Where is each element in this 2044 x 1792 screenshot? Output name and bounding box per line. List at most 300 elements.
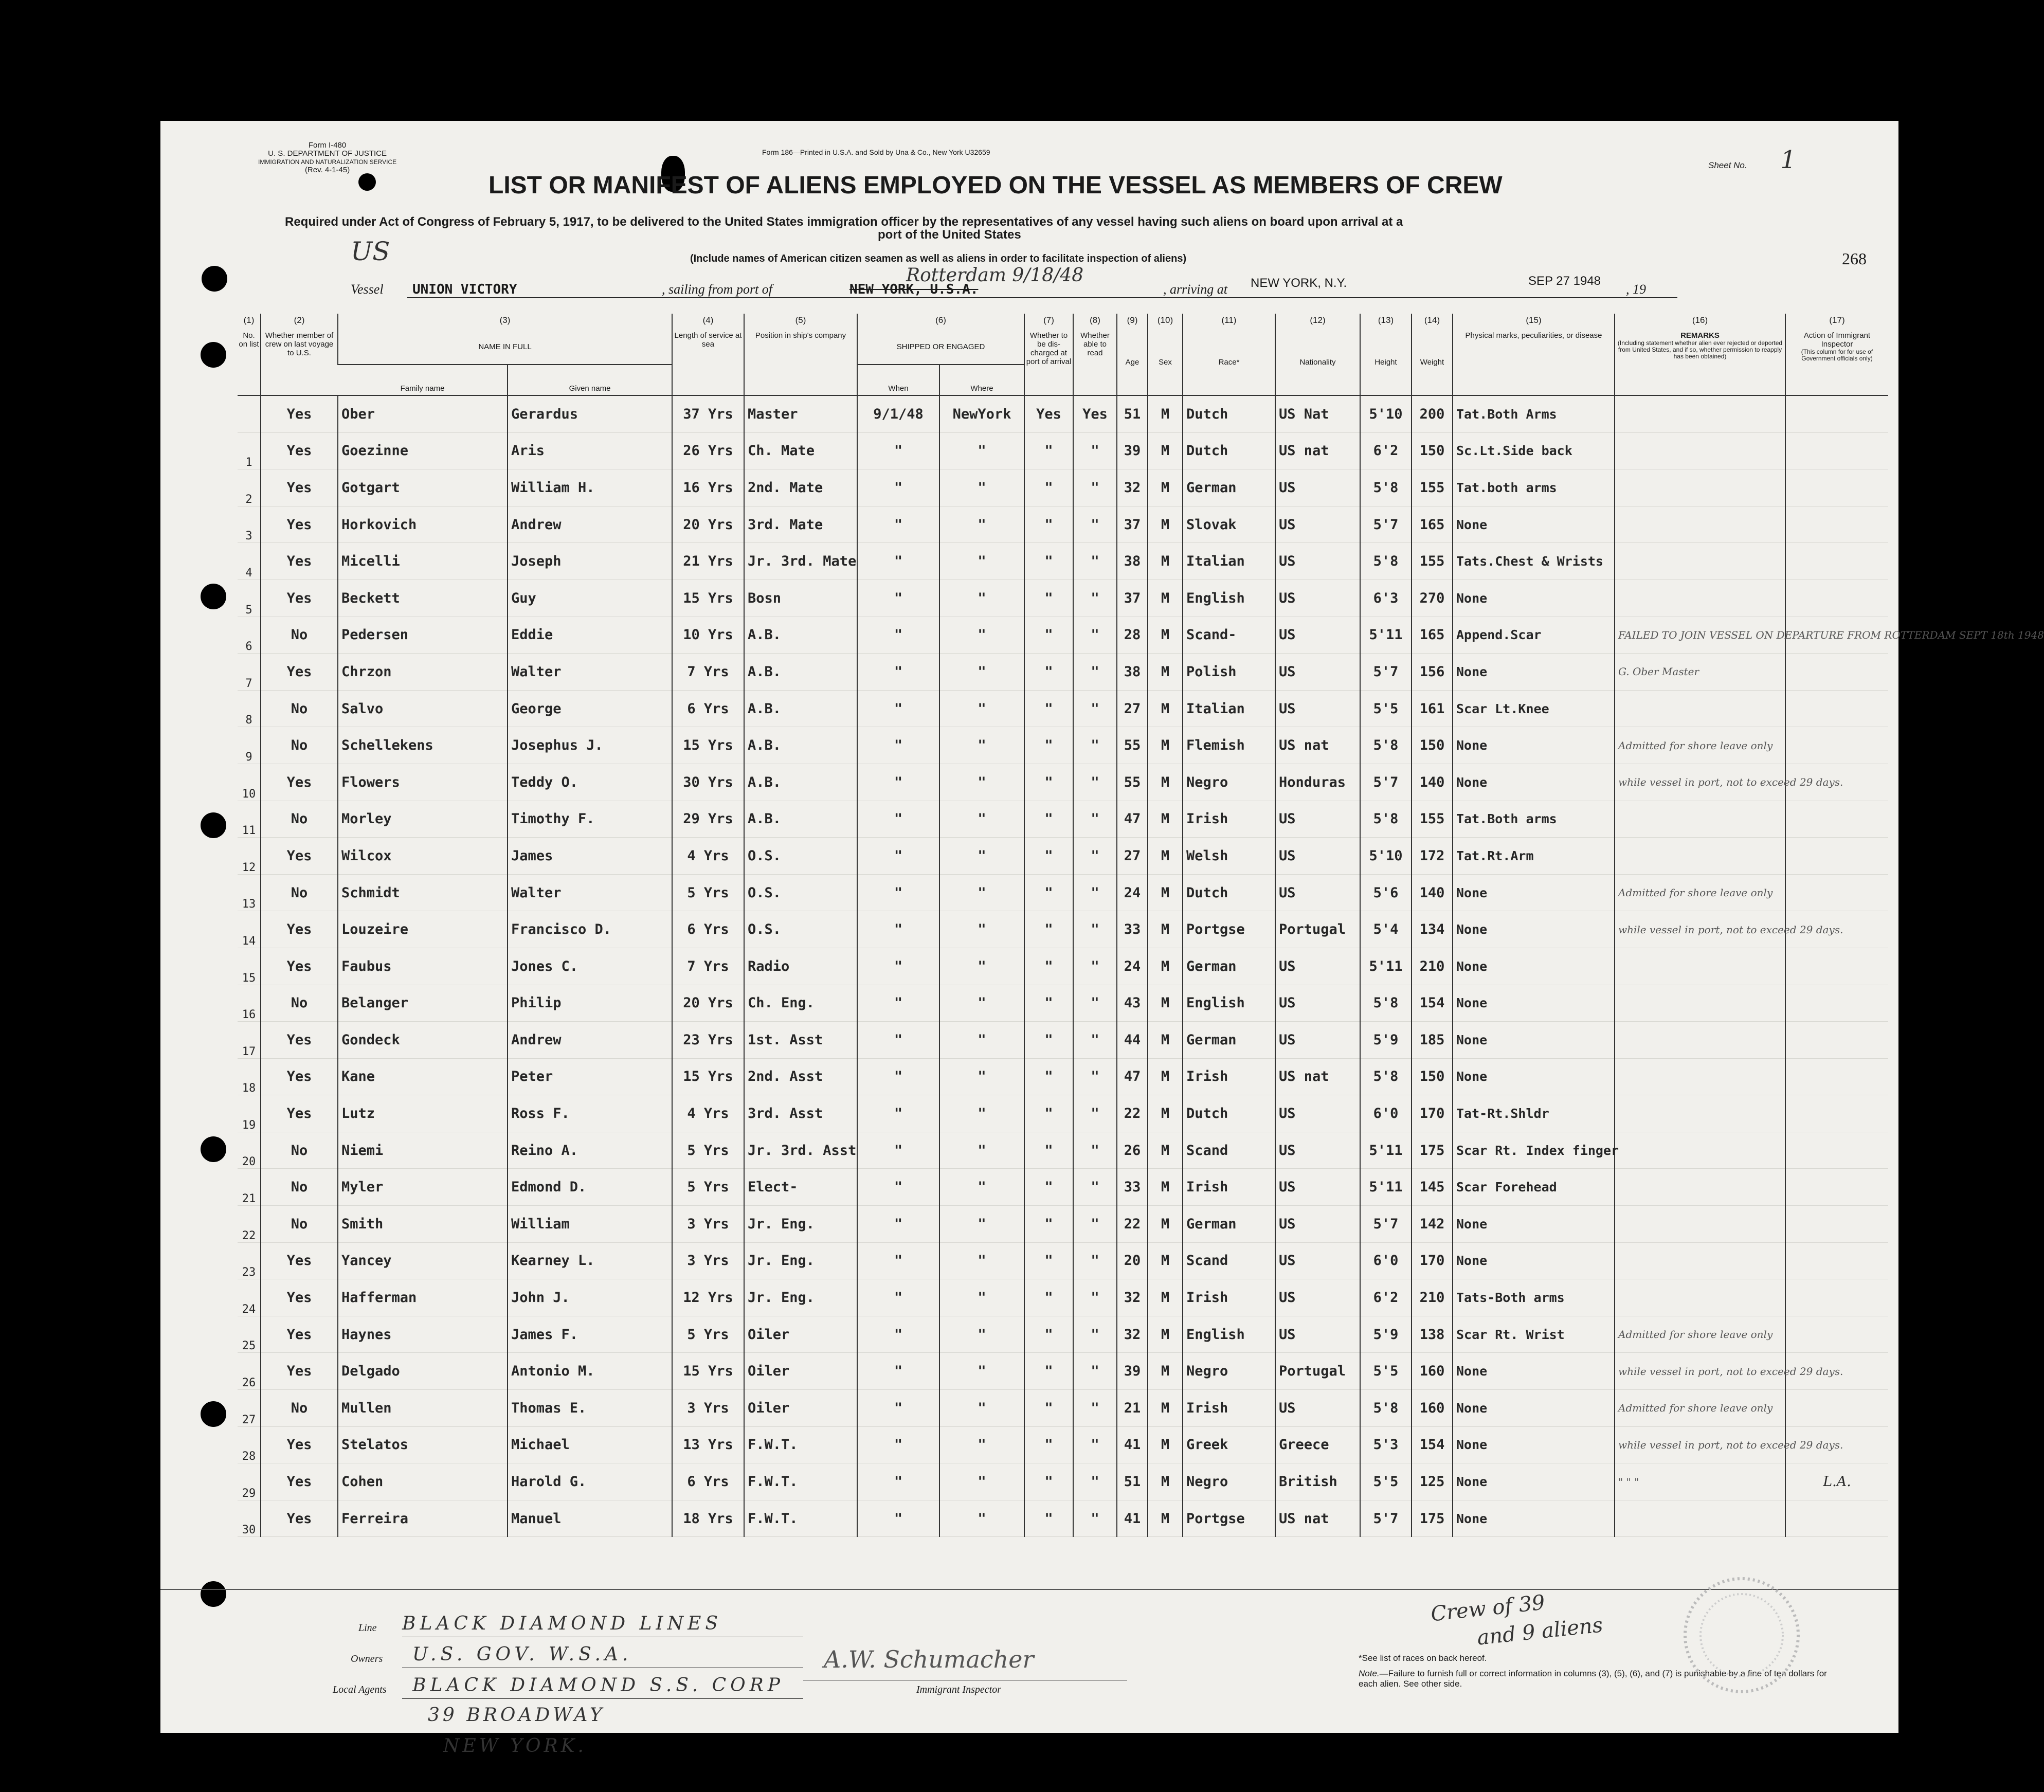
- shipped-when: ": [857, 727, 939, 764]
- header-name-in-full: NAME IN FULL: [338, 329, 672, 365]
- position: O.S.: [744, 911, 857, 948]
- sex: M: [1148, 690, 1183, 727]
- able-to-read: ": [1073, 617, 1117, 654]
- height: 5'7: [1360, 654, 1412, 691]
- shipped-when: ": [857, 1058, 939, 1095]
- sex: M: [1148, 1279, 1183, 1316]
- table-row: [238, 690, 1888, 727]
- weight: 150: [1412, 1058, 1453, 1095]
- inspector-action: [1785, 948, 1888, 985]
- inspector-action: [1785, 1058, 1888, 1095]
- to-be-discharged: ": [1024, 1242, 1073, 1279]
- height: 5'11: [1360, 1169, 1412, 1206]
- note-label: Note.: [1359, 1669, 1380, 1678]
- remarks: [1615, 801, 1785, 838]
- race: Irish: [1183, 1169, 1275, 1206]
- sex: M: [1148, 874, 1183, 911]
- remarks: Admitted for shore leave only: [1615, 874, 1785, 911]
- family-name: Haynes: [338, 1316, 508, 1353]
- punch-hole: [201, 1581, 226, 1607]
- shipped-where: ": [939, 1353, 1024, 1390]
- able-to-read: ": [1073, 1058, 1117, 1095]
- race: Slovak: [1183, 506, 1275, 543]
- age: 26: [1117, 1132, 1148, 1169]
- col-number: (11): [1183, 314, 1275, 329]
- remarks: [1615, 432, 1785, 469]
- shipped-when: ": [857, 948, 939, 985]
- position: O.S.: [744, 838, 857, 875]
- to-be-discharged: ": [1024, 1169, 1073, 1206]
- shipped-where: ": [939, 690, 1024, 727]
- to-be-discharged: ": [1024, 801, 1073, 838]
- header-given-name: Given name: [508, 365, 672, 395]
- physical-marks: Tats.Chest & Wrists: [1453, 543, 1615, 580]
- to-be-discharged: ": [1024, 1132, 1073, 1169]
- row-number: 15: [238, 948, 261, 985]
- race: Italian: [1183, 690, 1275, 727]
- race: Negro: [1183, 764, 1275, 801]
- row-number: 10: [238, 764, 261, 801]
- family-name: Gotgart: [338, 469, 508, 506]
- nationality: Honduras: [1275, 764, 1360, 801]
- race: Dutch: [1183, 395, 1275, 432]
- able-to-read: ": [1073, 1279, 1117, 1316]
- physical-marks: None: [1453, 764, 1615, 801]
- sex: M: [1148, 948, 1183, 985]
- height: 5'10: [1360, 395, 1412, 432]
- weight: 210: [1412, 1279, 1453, 1316]
- family-name: Schellekens: [338, 727, 508, 764]
- shipped-where: ": [939, 1058, 1024, 1095]
- table-row: [238, 1390, 1888, 1427]
- sex: M: [1148, 1132, 1183, 1169]
- col-number: (1): [243, 315, 255, 325]
- member-last-voyage: Yes: [261, 654, 338, 691]
- to-be-discharged: ": [1024, 1390, 1073, 1427]
- shipped-when: 9/1/48: [857, 395, 939, 432]
- inspector-action: [1785, 1279, 1888, 1316]
- table-row: [238, 874, 1888, 911]
- table-row: [238, 543, 1888, 580]
- physical-marks: None: [1453, 654, 1615, 691]
- height: 5'3: [1360, 1426, 1412, 1463]
- physical-marks: Scar Rt. Wrist: [1453, 1316, 1615, 1353]
- height: 5'4: [1360, 911, 1412, 948]
- height: 5'8: [1360, 1058, 1412, 1095]
- race: Italian: [1183, 543, 1275, 580]
- sex: M: [1148, 469, 1183, 506]
- sex: M: [1148, 764, 1183, 801]
- col-number: (14): [1412, 314, 1453, 329]
- physical-marks: None: [1453, 874, 1615, 911]
- weight: 134: [1412, 911, 1453, 948]
- able-to-read: ": [1073, 580, 1117, 617]
- sex: M: [1148, 654, 1183, 691]
- row-number: 20: [238, 1132, 261, 1169]
- family-name: Niemi: [338, 1132, 508, 1169]
- weight: 161: [1412, 690, 1453, 727]
- inspector-action: [1785, 395, 1888, 432]
- to-be-discharged: ": [1024, 764, 1073, 801]
- inspector-label: Immigrant Inspector: [916, 1684, 1001, 1695]
- given-name: Philip: [508, 985, 672, 1022]
- weight: 175: [1412, 1132, 1453, 1169]
- shipped-when: ": [857, 1316, 939, 1353]
- physical-marks: Tat.Rt.Arm: [1453, 838, 1615, 875]
- to-be-discharged: ": [1024, 727, 1073, 764]
- shipped-when: ": [857, 1242, 939, 1279]
- inspector-action: [1785, 1390, 1888, 1427]
- height: 5'7: [1360, 1206, 1412, 1243]
- height: 5'5: [1360, 690, 1412, 727]
- remarks: [1615, 1500, 1785, 1537]
- height: 6'0: [1360, 1242, 1412, 1279]
- sex: M: [1148, 1390, 1183, 1427]
- given-name: Andrew: [508, 1022, 672, 1059]
- race: English: [1183, 985, 1275, 1022]
- remarks: [1615, 580, 1785, 617]
- punch-hole: [358, 173, 376, 191]
- col-number: (16): [1615, 314, 1785, 329]
- family-name: Wilcox: [338, 838, 508, 875]
- service-name: IMMIGRATION AND NATURALIZATION SERVICE: [258, 158, 397, 166]
- nationality: US: [1275, 506, 1360, 543]
- subtitle-include: (Include names of American citizen seamen as well as aliens in order to facilitate inspection of aliens): [690, 253, 1187, 264]
- remarks: [1615, 1022, 1785, 1059]
- position: F.W.T.: [744, 1463, 857, 1500]
- length-of-service: 3 Yrs: [672, 1390, 744, 1427]
- to-be-discharged: ": [1024, 1022, 1073, 1059]
- nationality: US nat: [1275, 727, 1360, 764]
- crew-note-2: and 9 aliens: [1476, 1613, 1604, 1650]
- row-number: 13: [238, 874, 261, 911]
- given-name: Michael: [508, 1426, 672, 1463]
- height: 6'2: [1360, 1279, 1412, 1316]
- given-name: Eddie: [508, 617, 672, 654]
- length-of-service: 15 Yrs: [672, 727, 744, 764]
- physical-marks: None: [1453, 1390, 1615, 1427]
- sex: M: [1148, 1169, 1183, 1206]
- member-last-voyage: No: [261, 690, 338, 727]
- able-to-read: ": [1073, 432, 1117, 469]
- header-shipped-engaged: SHIPPED OR ENGAGED: [857, 329, 1024, 365]
- inspector-signature: A.W. Schumacher: [824, 1645, 1034, 1673]
- race: Irish: [1183, 1279, 1275, 1316]
- family-name: Pedersen: [338, 617, 508, 654]
- weight: 145: [1412, 1169, 1453, 1206]
- column-header-row: [238, 329, 1888, 365]
- weight: 165: [1412, 617, 1453, 654]
- sex: M: [1148, 432, 1183, 469]
- table-row: [238, 469, 1888, 506]
- position: Jr. 3rd. Asst: [744, 1132, 857, 1169]
- weight: 160: [1412, 1390, 1453, 1427]
- table-row: [238, 1316, 1888, 1353]
- to-be-discharged: ": [1024, 690, 1073, 727]
- row-number: 19: [238, 1095, 261, 1132]
- race: Negro: [1183, 1353, 1275, 1390]
- col-number: (13): [1360, 314, 1412, 329]
- row-number: 24: [238, 1279, 261, 1316]
- given-name: Teddy O.: [508, 764, 672, 801]
- remarks: Admitted for shore leave only: [1615, 1390, 1785, 1427]
- weight: 150: [1412, 727, 1453, 764]
- column-number-row: [238, 314, 1888, 329]
- weight: 170: [1412, 1242, 1453, 1279]
- shipped-when: ": [857, 506, 939, 543]
- sailing-from: NEW YORK, U.S.A.: [849, 282, 979, 297]
- able-to-read: ": [1073, 1242, 1117, 1279]
- shipped-when: ": [857, 1169, 939, 1206]
- agents-value: BLACK DIAMOND S.S. CORP: [412, 1675, 784, 1696]
- inspector-action: L.A.: [1785, 1463, 1888, 1500]
- length-of-service: 13 Yrs: [672, 1426, 744, 1463]
- row-number: 6: [238, 617, 261, 654]
- family-name: Schmidt: [338, 874, 508, 911]
- given-name: Jones C.: [508, 948, 672, 985]
- races-note: *See list of races on back hereof.: [1359, 1653, 1487, 1663]
- physical-marks: None: [1453, 1206, 1615, 1243]
- family-name: Goezinne: [338, 432, 508, 469]
- to-be-discharged: ": [1024, 543, 1073, 580]
- nationality: US: [1275, 1206, 1360, 1243]
- remarks: [1615, 838, 1785, 875]
- action-note: (This column for for use of Government officials only): [1801, 348, 1873, 362]
- sex: M: [1148, 617, 1183, 654]
- to-be-discharged: ": [1024, 617, 1073, 654]
- sex: M: [1148, 1500, 1183, 1537]
- header-height: Height: [1360, 329, 1412, 395]
- nationality: US nat: [1275, 432, 1360, 469]
- remarks: [1615, 1058, 1785, 1095]
- table-row: [238, 727, 1888, 764]
- race: Irish: [1183, 801, 1275, 838]
- family-name: Mullen: [338, 1390, 508, 1427]
- remarks: [1615, 1132, 1785, 1169]
- sex: M: [1148, 580, 1183, 617]
- remarks-title: REMARKS: [1680, 331, 1720, 340]
- weight: 210: [1412, 948, 1453, 985]
- physical-marks: None: [1453, 506, 1615, 543]
- inspector-action: [1785, 1500, 1888, 1537]
- owners-value: U.S. GOV. W.S.A.: [412, 1644, 632, 1665]
- row-number: [238, 395, 261, 432]
- table-row: [238, 506, 1888, 543]
- nationality: US: [1275, 874, 1360, 911]
- able-to-read: ": [1073, 1132, 1117, 1169]
- shipped-where: ": [939, 1095, 1024, 1132]
- remarks: [1615, 1279, 1785, 1316]
- inspector-action: [1785, 801, 1888, 838]
- table-row: [238, 911, 1888, 948]
- given-name: Antonio M.: [508, 1353, 672, 1390]
- remarks: Admitted for shore leave only: [1615, 727, 1785, 764]
- race: English: [1183, 1316, 1275, 1353]
- position: Oiler: [744, 1390, 857, 1427]
- given-name: William: [508, 1206, 672, 1243]
- height: 5'9: [1360, 1316, 1412, 1353]
- shipped-where: ": [939, 801, 1024, 838]
- department-name: U. S. DEPARTMENT OF JUSTICE: [268, 149, 387, 158]
- shipped-when: ": [857, 1390, 939, 1427]
- row-number: 27: [238, 1390, 261, 1427]
- remarks: Admitted for shore leave only: [1615, 1316, 1785, 1353]
- given-name: Edmond D.: [508, 1169, 672, 1206]
- given-name: John J.: [508, 1279, 672, 1316]
- family-name: Myler: [338, 1169, 508, 1206]
- row-number: 16: [238, 985, 261, 1022]
- member-last-voyage: Yes: [261, 506, 338, 543]
- member-last-voyage: No: [261, 1390, 338, 1427]
- row-number: 29: [238, 1463, 261, 1500]
- member-last-voyage: Yes: [261, 543, 338, 580]
- age: 43: [1117, 985, 1148, 1022]
- race: German: [1183, 1022, 1275, 1059]
- row-number: 18: [238, 1058, 261, 1095]
- remarks: [1615, 1242, 1785, 1279]
- weight: 185: [1412, 1022, 1453, 1059]
- height: 6'2: [1360, 432, 1412, 469]
- length-of-service: 16 Yrs: [672, 469, 744, 506]
- height: 5'8: [1360, 543, 1412, 580]
- height: 5'5: [1360, 1463, 1412, 1500]
- shipped-where: ": [939, 948, 1024, 985]
- seal-stamp: [1677, 1571, 1806, 1699]
- position: A.B.: [744, 617, 857, 654]
- to-be-discharged: ": [1024, 469, 1073, 506]
- shipped-when: ": [857, 654, 939, 691]
- given-name: Ross F.: [508, 1095, 672, 1132]
- row-number: 21: [238, 1169, 261, 1206]
- shipped-when: ": [857, 874, 939, 911]
- remarks: G. Ober Master: [1615, 654, 1785, 691]
- nationality: US: [1275, 1279, 1360, 1316]
- physical-marks: None: [1453, 911, 1615, 948]
- nationality: Greece: [1275, 1426, 1360, 1463]
- row-number: 5: [238, 580, 261, 617]
- able-to-read: ": [1073, 1095, 1117, 1132]
- shipped-when: ": [857, 580, 939, 617]
- age: 55: [1117, 727, 1148, 764]
- length-of-service: 21 Yrs: [672, 543, 744, 580]
- length-of-service: 3 Yrs: [672, 1206, 744, 1243]
- shipped-where: NewYork: [939, 395, 1024, 432]
- member-last-voyage: Yes: [261, 1279, 338, 1316]
- table-row: [238, 1426, 1888, 1463]
- row-number: 2: [238, 469, 261, 506]
- age: 27: [1117, 690, 1148, 727]
- member-last-voyage: Yes: [261, 1426, 338, 1463]
- family-name: Chrzon: [338, 654, 508, 691]
- manifest-sheet: [160, 121, 2044, 1757]
- length-of-service: 7 Yrs: [672, 948, 744, 985]
- row-number: 30: [238, 1500, 261, 1537]
- weight: 175: [1412, 1500, 1453, 1537]
- table-row: [238, 801, 1888, 838]
- table-row: [238, 1242, 1888, 1279]
- col-number: (15): [1453, 314, 1615, 329]
- able-to-read: ": [1073, 985, 1117, 1022]
- shipped-when: ": [857, 1353, 939, 1390]
- position: A.B.: [744, 654, 857, 691]
- member-last-voyage: Yes: [261, 580, 338, 617]
- shipped-where: ": [939, 1500, 1024, 1537]
- shipped-where: ": [939, 580, 1024, 617]
- inspector-action: [1785, 506, 1888, 543]
- given-name: Joseph: [508, 543, 672, 580]
- header-able-to-read: Whether able to read: [1073, 329, 1117, 395]
- form-number: Form I-480: [308, 141, 347, 150]
- given-name: Thomas E.: [508, 1390, 672, 1427]
- race: German: [1183, 948, 1275, 985]
- position: 3rd. Mate: [744, 506, 857, 543]
- sex: M: [1148, 911, 1183, 948]
- height: 5'8: [1360, 801, 1412, 838]
- row-number: 4: [238, 543, 261, 580]
- to-be-discharged: ": [1024, 1058, 1073, 1095]
- nationality: US: [1275, 469, 1360, 506]
- header-physical-marks: Physical marks, peculiarities, or disease: [1453, 329, 1615, 395]
- age: 44: [1117, 1022, 1148, 1059]
- able-to-read: ": [1073, 874, 1117, 911]
- position: A.B.: [744, 727, 857, 764]
- race: Irish: [1183, 1390, 1275, 1427]
- printer-line: Form 186—Printed in U.S.A. and Sold by Una & Co., New York U32659: [762, 148, 990, 156]
- to-be-discharged: ": [1024, 1353, 1073, 1390]
- row-number: 23: [238, 1242, 261, 1279]
- shipped-where: ": [939, 1242, 1024, 1279]
- family-name: Morley: [338, 801, 508, 838]
- nationality: US: [1275, 654, 1360, 691]
- col-number: (7): [1024, 314, 1073, 329]
- sex: M: [1148, 1058, 1183, 1095]
- row-number: 25: [238, 1316, 261, 1353]
- member-last-voyage: Yes: [261, 1463, 338, 1500]
- sex: M: [1148, 985, 1183, 1022]
- nationality: US: [1275, 1022, 1360, 1059]
- physical-marks: None: [1453, 1463, 1615, 1500]
- able-to-read: ": [1073, 654, 1117, 691]
- shipped-when: ": [857, 985, 939, 1022]
- row-number: 26: [238, 1353, 261, 1390]
- race: Scand: [1183, 1132, 1275, 1169]
- shipped-when: ": [857, 1022, 939, 1059]
- given-name: Walter: [508, 654, 672, 691]
- weight: 150: [1412, 432, 1453, 469]
- to-be-discharged: ": [1024, 1279, 1073, 1316]
- form-revision: (Rev. 4-1-45): [304, 166, 350, 174]
- inspector-action: [1785, 432, 1888, 469]
- member-last-voyage: Yes: [261, 395, 338, 432]
- physical-marks: Scar Lt.Knee: [1453, 690, 1615, 727]
- handwritten-us: US: [351, 237, 390, 266]
- weight: 155: [1412, 469, 1453, 506]
- family-name: Flowers: [338, 764, 508, 801]
- remarks: [1615, 543, 1785, 580]
- length-of-service: 5 Yrs: [672, 1169, 744, 1206]
- table-row: [238, 948, 1888, 985]
- member-last-voyage: No: [261, 1132, 338, 1169]
- nationality: US: [1275, 838, 1360, 875]
- age: 55: [1117, 764, 1148, 801]
- able-to-read: ": [1073, 1353, 1117, 1390]
- member-last-voyage: Yes: [261, 469, 338, 506]
- length-of-service: 15 Yrs: [672, 1058, 744, 1095]
- physical-marks: None: [1453, 1242, 1615, 1279]
- crew-rows: [238, 395, 2044, 1537]
- to-be-discharged: ": [1024, 432, 1073, 469]
- nationality: US: [1275, 1132, 1360, 1169]
